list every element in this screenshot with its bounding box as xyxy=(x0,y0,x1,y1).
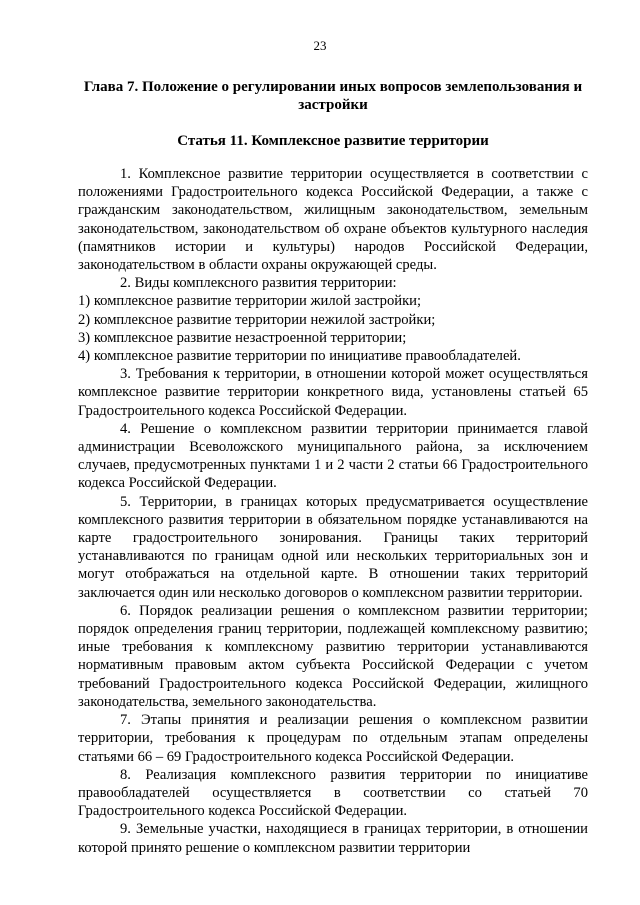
list-item-number: 1) xyxy=(78,293,91,310)
list-item xyxy=(66,347,588,365)
list-item-text: комплексное развитие территории нежилой застройки; xyxy=(93,311,436,328)
list-item-number: 3) xyxy=(78,329,91,346)
paragraph-2: 2. Виды комплексного развития территории: xyxy=(120,275,397,292)
list-item-number: 2) xyxy=(78,311,91,328)
paragraph-6: 6. Порядок реализации решения о комплексном развитии территории; порядок определения границ территории, подлежащей комплексному развитию; иные требования к комплексному развитию территории устанавливаются нормативным правовым актом субъекта Российской Федерации с учетом требований Градостроительного кодекса Российской Федерации, жилищного законодательства, земельного законодательства. xyxy=(78,602,588,710)
list-item xyxy=(66,329,588,347)
list-item-text: комплексное развитие незастроенной территории; xyxy=(93,329,407,346)
paragraph-8: 8. Реализация комплексного развития территории по инициативе правообладателей осуществляется в соответствии со статьей 70 Градостроительного кодекса Российской Федерации. xyxy=(78,766,588,820)
article-title: Статья 11. Комплексное развитие территории xyxy=(177,133,489,149)
page-number: 23 xyxy=(313,38,327,53)
list-item xyxy=(66,311,588,329)
list-item-text: комплексное развитие территории по инициативе правообладателей. xyxy=(93,348,521,365)
list-item-text: комплексное развитие территории жилой застройки; xyxy=(93,293,422,310)
paragraph-1: 1. Комплексное развитие территории осуществляется в соответствии с положениями Градостроительного кодекса Российской Федерации, а также с гражданским законодательством, жилищным законодательством, земельным законодательством, законодательством об охране объектов культурного наследия (памятников истории и культуры) народов Российской Федерации, законодательством в области охраны окружающей среды. xyxy=(78,166,588,274)
paragraph-5: 5. Территории, в границах которых предусматривается осуществление комплексного развития территории в обязательном порядке устанавливаются на карте градостроительного зонирования. Границы таких территорий устанавливаются по границам одной или нескольких территориальных зон и могут отображаться на отдельной карте. В отношении таких территорий заключается один или несколько договоров о комплексном развитии территории. xyxy=(78,493,588,601)
development-types-list xyxy=(78,292,588,365)
list-item xyxy=(66,292,588,310)
article-body xyxy=(78,165,588,857)
list-item-number: 4) xyxy=(78,348,91,365)
paragraph-9: 9. Земельные участки, находящиеся в границах территории, в отношении которой принято решение о комплексном развитии территории xyxy=(78,821,588,856)
paragraph-3: 3. Требования к территории, в отношении которой может осуществляться комплексное развитие территории конкретного вида, установлены статьей 65 Градостроительного кодекса Российской Федерации. xyxy=(78,366,588,419)
paragraph-7: 7. Этапы принятия и реализации решения о комплексном развитии территории, требования к процедурам по отдельным этапам определены статьями 66 – 69 Градостроительного кодекса Российской Федерации. xyxy=(78,712,588,765)
chapter-title: Глава 7. Положение о регулировании иных вопросов землепользования и застройки xyxy=(83,79,583,113)
paragraph-4: 4. Решение о комплексном развитии территории принимается главой администрации Всеволожского муниципального района, за исключением случаев, предусмотренных пунктами 1 и 2 части 2 статьи 66 Градостроительного кодекса Российской Федерации. xyxy=(78,420,588,492)
